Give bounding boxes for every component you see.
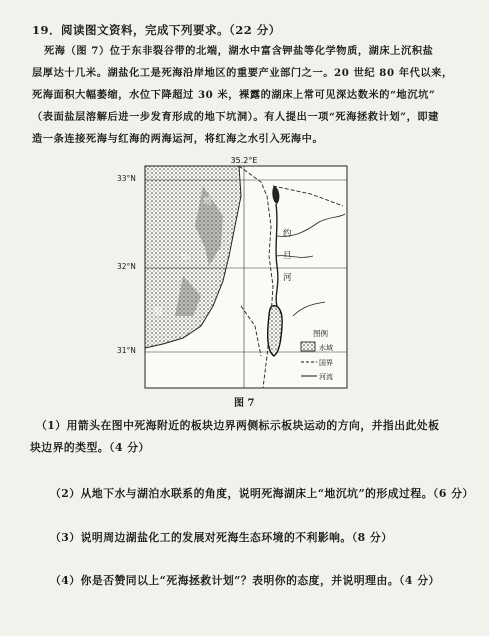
figure-map: [117, 156, 349, 390]
legend-title: 图例: [313, 329, 328, 338]
intro-line-4: （表面盐层溶解后进一步发育形成的地下坑洞）。有人提出一项“死海拯救计划”，即建: [32, 111, 439, 123]
lat-label-33n: 33°N: [117, 174, 136, 183]
subquestion-1-line-2: 块边界的类型。（4 分）: [30, 441, 150, 454]
place-label-yue: 约: [283, 229, 292, 239]
subquestion-2: （2）从地下水与湖泊水联系的角度，说明死海湖床上“地沉坑”的形成过程。（6 分）: [50, 487, 474, 500]
lon-label: 35.2°E: [230, 156, 258, 165]
legend-border: 国界: [319, 359, 333, 367]
legend-river: 河流: [319, 373, 333, 381]
place-label-he: 河: [283, 273, 292, 283]
intro-line-3: 死海面积大幅萎缩，水位下降超过 30 米，裸露的湖床上常可见深达数米的“地沉坑”: [32, 89, 436, 101]
subquestion-1-line-1: （1）用箭头在图中死海附近的板块边界两侧标示板块运动的方向，并指出此处板: [36, 419, 440, 432]
subquestion-3: （3）说明周边湖盐化工的发展对死海生态环境的不利影响。（8 分）: [50, 531, 393, 544]
place-label-zhong: 中: [181, 253, 191, 263]
subquestion-4: （4）你是否赞同以上“死海拯救计划”？表明你的态度，并说明理由。（4 分）: [50, 574, 440, 587]
place-label-hai: 海: [153, 307, 163, 317]
intro-line-5: 造一条连接死海与红海的两海运河，将红海之水引入死海中。: [32, 133, 324, 145]
figure-caption: 图 7: [234, 398, 255, 409]
dead-sea-map: [143, 156, 349, 390]
intro-line-1: 死海（图 7）位于东非裂谷带的北端，湖水中富含钾盐等化学物质，湖床上沉积盐: [44, 45, 434, 57]
intro-line-2: 层厚达十几米。湖盐化工是死海沿岸地区的重要产业部门之一。20 世纪 80 年代以来，: [32, 67, 453, 79]
legend-water-swatch: [301, 342, 315, 351]
lat-label-31n: 31°N: [117, 346, 136, 355]
lat-label-32n: 32°N: [117, 262, 136, 271]
place-label-dan: 旦: [283, 251, 292, 261]
question-title: 19．阅读图文资料，完成下列要求。（22 分）: [32, 23, 281, 37]
legend-water: 水域: [319, 344, 333, 352]
place-label-di: 地: [203, 197, 213, 207]
